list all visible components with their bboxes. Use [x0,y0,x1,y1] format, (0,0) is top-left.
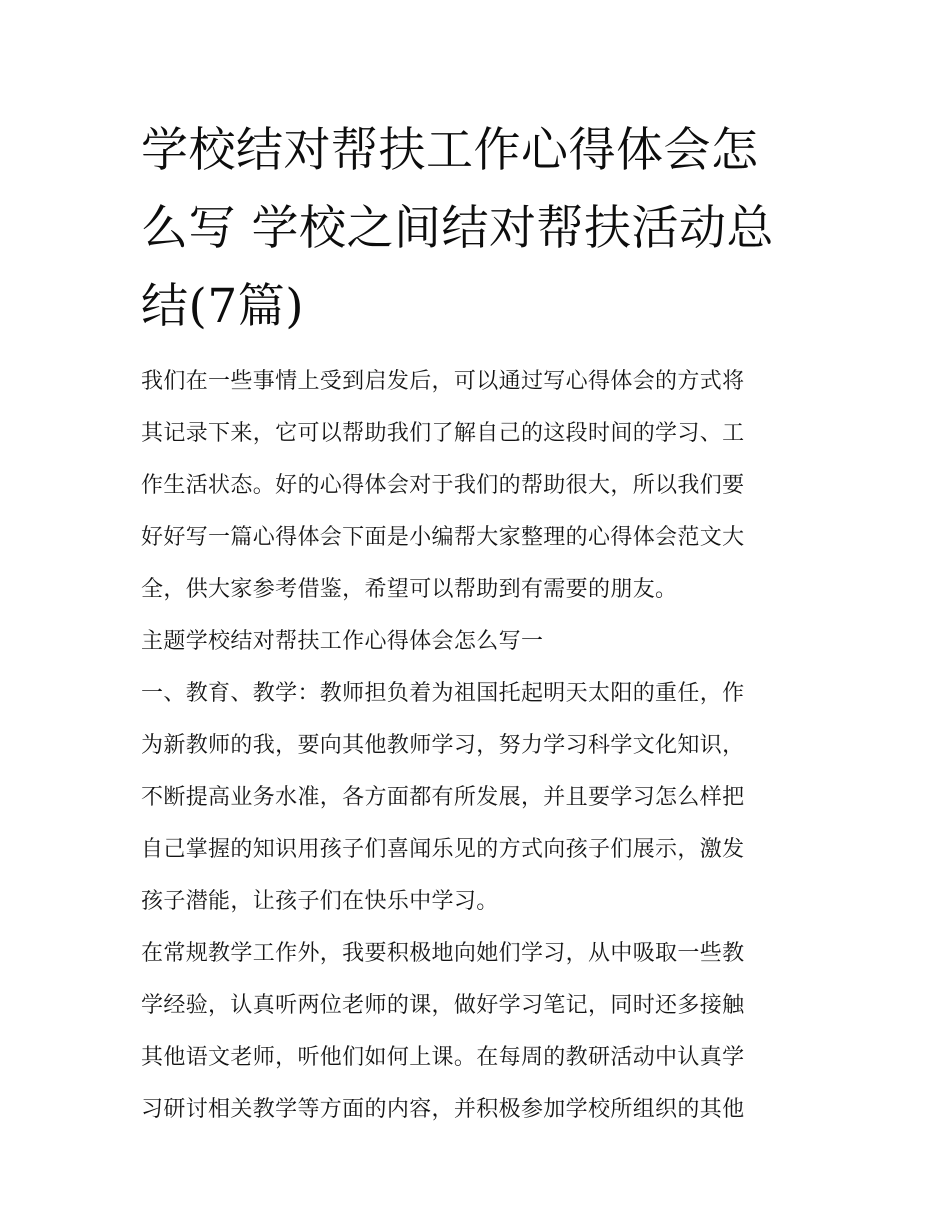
body-line-7: 一、教育、教学：教师担负着为祖国托起明天太阳的重任，作 [141,681,745,706]
body-line-13: 学经验，认真听两位老师的课，做好学习笔记，同时还多接触 [141,993,745,1018]
body-line-2: 其记录下来，它可以帮助我们了解自己的这段时间的学习、工 [141,421,745,446]
body-line-12: 在常规教学工作外，我要积极地向她们学习，从中吸取一些教 [141,941,745,966]
body-line-8: 为新教师的我，要向其他教师学习，努力学习科学文化知识， [141,733,745,758]
body-line-14: 其他语文老师，听他们如何上课。在每周的教研活动中认真学 [141,1045,745,1070]
body-line-10: 自己掌握的知识用孩子们喜闻乐见的方式向孩子们展示，激发 [141,837,745,862]
title-line-1: 学校结对帮扶工作心得体会怎 [141,123,759,178]
body-line-15: 习研讨相关教学等方面的内容，并积极参加学校所组织的其他 [141,1097,745,1122]
body-line-9: 不断提高业务水准，各方面都有所发展，并且要学习怎么样把 [141,785,745,810]
body-line-1: 我们在一些事情上受到启发后，可以通过写心得体会的方式将 [141,369,745,394]
section-heading: 主题学校结对帮扶工作心得体会怎么写一 [141,629,544,654]
document-body [141,356,821,1136]
body-line-3: 作生活状态。好的心得体会对于我们的帮助很大，所以我们要 [141,473,745,498]
title-line-3: 结(7篇) [141,279,305,334]
body-line-4: 好好写一篇心得体会下面是小编帮大家整理的心得体会范文大 [141,525,745,550]
document-title [141,112,821,346]
body-line-11: 孩子潜能，让孩子们在快乐中学习。 [141,889,499,914]
body-line-5: 全，供大家参考借鉴，希望可以帮助到有需要的朋友。 [141,577,678,602]
title-line-2: 么写 学校之间结对帮扶活动总 [141,201,774,256]
